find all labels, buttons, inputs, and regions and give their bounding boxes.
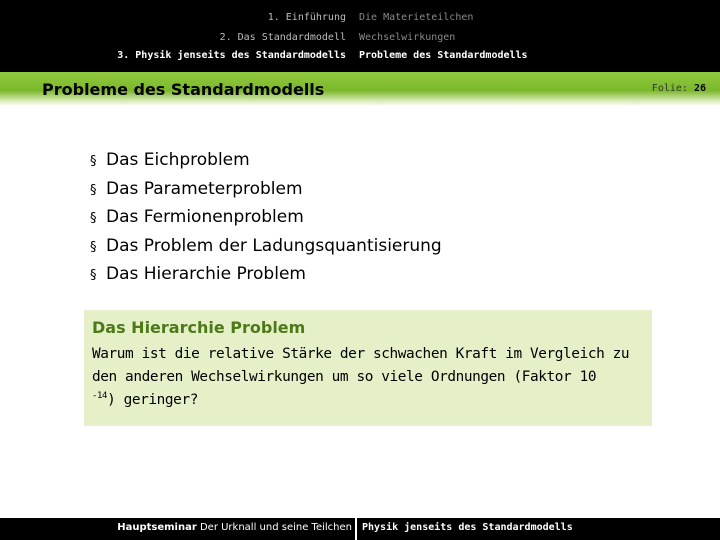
list-item-text: Das Eichproblem — [106, 150, 250, 170]
bullet-marker-icon: § — [90, 239, 97, 255]
list-item-text: Das Hierarchie Problem — [106, 264, 306, 284]
slide-number — [652, 83, 706, 94]
list-item — [90, 260, 442, 289]
header-navigation — [0, 0, 720, 72]
section-nav — [354, 0, 720, 72]
footer-seminar — [117, 522, 352, 533]
list-item — [90, 146, 442, 175]
footer — [0, 518, 720, 540]
bullet-marker-icon: § — [90, 154, 97, 169]
nav-chapter-2[interactable]: 2. Das Standardmodell — [219, 32, 346, 43]
nav-chapter-3[interactable]: 3. Physik jenseits des Standardmodells — [117, 50, 346, 61]
footer-seminar-bold: Hauptseminar — [117, 522, 197, 533]
footer-divider — [355, 518, 357, 540]
nav-chapter-1[interactable]: 1. Einführung — [267, 12, 346, 23]
box-text-line-1: Warum ist die relative Stärke der schwachen Kraft im Vergleich zu — [92, 346, 630, 362]
hierarchy-problem-box — [84, 310, 652, 426]
box-text-line-2: den anderen Wechselwirkungen um so viele Ordnungen (Faktor 10 — [92, 369, 597, 385]
nav-section-materieteilchen[interactable]: Die Materieteilchen — [359, 12, 474, 23]
chapter-nav — [0, 0, 354, 72]
box-title: Das Hierarchie Problem — [92, 318, 306, 337]
box-text-line-3: ) geringer? — [107, 392, 198, 408]
list-item-text: Das Parameterproblem — [106, 178, 303, 199]
nav-section-probleme[interactable]: Probleme des Standardmodells — [359, 50, 528, 61]
box-text — [92, 343, 650, 412]
problem-list — [90, 146, 442, 289]
bullet-marker-icon: § — [90, 211, 97, 226]
bullet-marker-icon: § — [90, 182, 97, 198]
slide-number-label: Folie: — [651, 83, 688, 94]
slide-title: Probleme des Standardmodells — [42, 80, 325, 99]
list-item — [90, 175, 442, 204]
list-item — [90, 232, 442, 261]
list-item-text: Das Problem der Ladungsquantisierung — [106, 235, 442, 256]
footer-seminar-title: Der Urknall und seine Teilchen — [199, 522, 352, 533]
slide-number-value: 26 — [693, 83, 706, 94]
bullet-marker-icon: § — [90, 268, 97, 283]
box-text-exponent: -14 — [92, 391, 108, 402]
list-item-text: Das Fermionenproblem — [106, 207, 304, 227]
nav-section-wechselwirkungen[interactable]: Wechselwirkungen — [359, 32, 456, 43]
footer-section: Physik jenseits des Standardmodells — [362, 522, 573, 533]
list-item — [90, 203, 442, 232]
